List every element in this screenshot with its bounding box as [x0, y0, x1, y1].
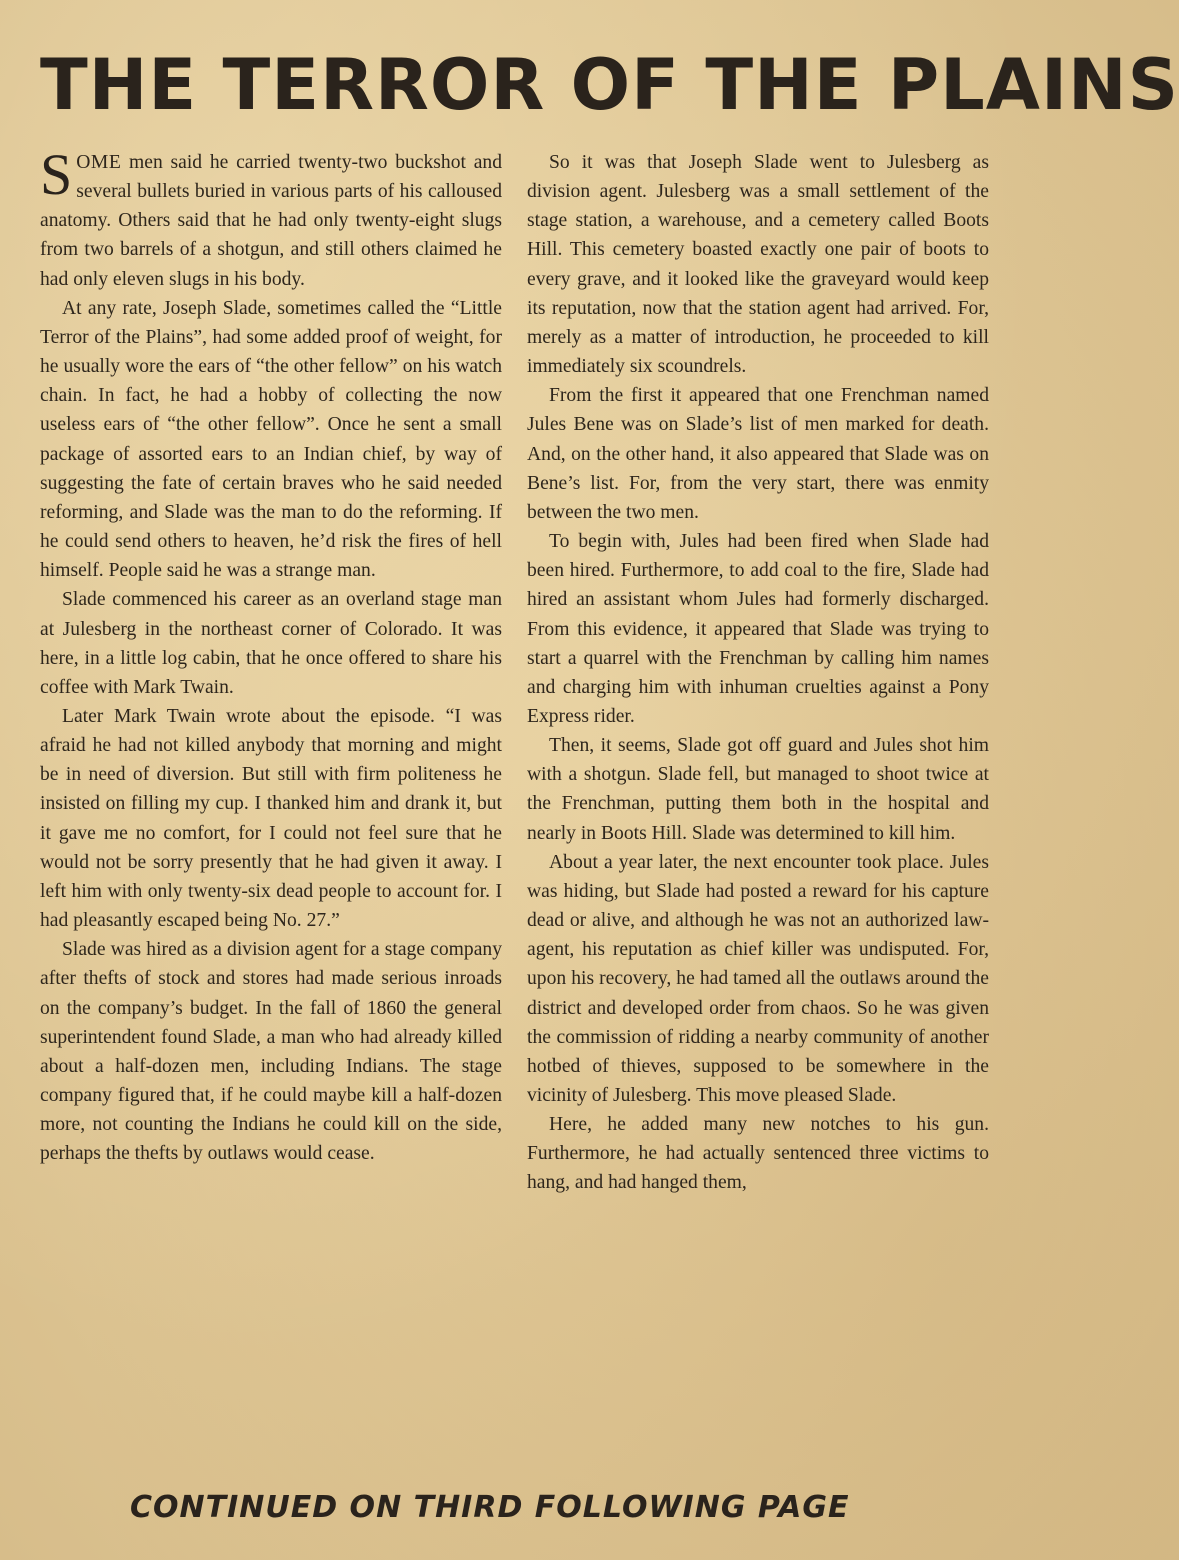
paragraph-11: Here, he added many new notches to his gun. Furthermore, he had actually sentenced three victims to hang, and had hanged them,: [527, 1114, 989, 1194]
story-title: THE TERROR OF THE PLAINS: [40, 44, 1179, 126]
paragraph-3: Slade commenced his career as an overland stage man at Julesberg in the northeast corner of Colorado. It was here, in a little log cabin, that he once offered to share his coffee with Mark Twain.: [40, 589, 502, 698]
drop-cap: S: [40, 142, 73, 207]
left-column: [40, 142, 502, 1168]
paragraph-6: So it was that Joseph Slade went to Julesberg as division agent. Julesberg was a small settlement of the stage station, a warehouse, and a cemetery called Boots Hill. This cemetery boasted exactly one pair of boots to every grave, and it looked like the graveyard would keep its reputation, now that the station agent had arrived. For, merely as a matter of introduction, he proceeded to kill immediately six scoundrels.: [527, 152, 989, 378]
paragraph-1: [40, 142, 502, 294]
opening-word: OME: [76, 152, 122, 173]
continued-footer: CONTINUED ON THIRD FOLLOWING PAGE: [130, 1490, 850, 1525]
paragraph-9: Then, it seems, Slade got off guard and Jules shot him with a shotgun. Slade fell, but managed to shoot twice at the Frenchman, putting them both in the hospital and nearly in Boots Hill. Slade was determined to kill him.: [527, 735, 989, 844]
paragraph-7: From the first it appeared that one Frenchman named Jules Bene was on Slade’s list of men marked for death. And, on the other hand, it also appeared that Slade was on Bene’s list. For, from the very start, there was enmity between the two men.: [527, 385, 989, 523]
paragraph-5: Slade was hired as a division agent for a stage company after thefts of stock and stores had made serious inroads on the company’s budget. In the fall of 1860 the general superintendent found Slade, a man who had already killed about a half-dozen men, including Indians. The stage company figured that, if he could maybe kill a half-dozen more, not counting the Indians he could kill on the side, perhaps the thefts by outlaws would cease.: [40, 939, 502, 1165]
paragraph-4: Later Mark Twain wrote about the episode. “I was afraid he had not killed anybody that morning and might be in need of diversion. But still with firm politeness he insisted on filling my cup. I thanked him and drank it, but it gave me no comfort, for I could not feel sure that he would not be sorry presently that he had given it away. I left him with only twenty-six dead people to account for. I had pleasantly escaped being No. 27.”: [40, 705, 502, 932]
paragraph-10: About a year later, the next encounter took place. Jules was hiding, but Slade had posted a reward for his capture dead or alive, and although he was not an authorized law-agent, his reputation as chief killer was undisputed. For, upon his recovery, he had tamed all the outlaws around the district and developed order from chaos. So he was given the commission of ridding a nearby community of another hotbed of thieves, supposed to be somewhere in the vicinity of Julesberg. This move pleased Slade.: [527, 851, 989, 1106]
paragraph-8: To begin with, Jules had been fired when Slade had been hired. Furthermore, to add coal to the fire, Slade had hired an assistant whom Jules had formerly discharged. From this evidence, it appeared that Slade was trying to start a quarrel with the Frenchman by calling him names and charging him with inhuman cruelties against a Pony Express rider.: [527, 531, 989, 727]
paragraph-text: men said he carried twenty-two buckshot and several bullets buried in various parts of his calloused anatomy. Others said that he had only twenty-eight slugs from two barrels of a shotgun, and still others claimed he had only eleven slugs in his body.: [40, 152, 502, 290]
paragraph-2: At any rate, Joseph Slade, sometimes called the “Little Terror of the Plains”, had some added proof of weight, for he usually wore the ears of “the other fellow” on his watch chain. In fact, he had a hobby of collecting the now useless ears of “the other fellow”. Once he sent a small package of assorted ears to an Indian chief, by way of suggesting the fate of certain braves who he said needed reforming, and Slade was the man to do the reforming. If he could send others to heaven, he’d risk the fires of hell himself. People said he was a strange man.: [40, 297, 502, 582]
right-column: [527, 148, 989, 1198]
